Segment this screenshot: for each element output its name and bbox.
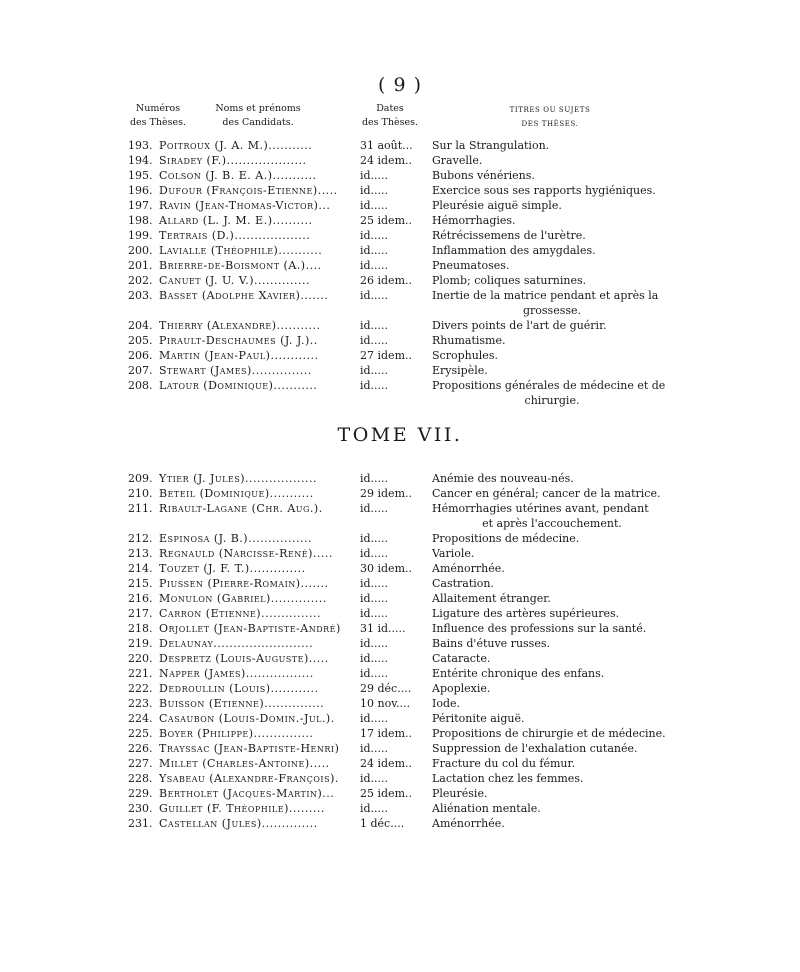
thesis-date: 10 nov.... <box>360 697 411 710</box>
candidate-name: Ytier (J. Jules).................. <box>159 472 317 485</box>
candidate-name: Carron (Etienne)............... <box>159 607 322 620</box>
header-noms <box>198 102 318 130</box>
thesis-subject-continuation: grossesse. <box>522 304 582 317</box>
candidate-name: Tertrais (D.)................... <box>159 229 311 242</box>
entry-number: 217. <box>128 607 153 620</box>
entry-number: 206. <box>128 349 153 362</box>
thesis-date: id..... <box>360 772 389 785</box>
thesis-subject: Aliénation mentale. <box>432 802 541 815</box>
entry-number: 223. <box>128 697 153 710</box>
thesis-date: id..... <box>360 319 389 332</box>
thesis-subject: Divers points de l'art de guérir. <box>432 319 607 332</box>
thesis-date: id..... <box>360 547 389 560</box>
thesis-subject: Propositions de chirurgie et de médecine. <box>432 727 666 740</box>
header-numeros-line1: Numéros <box>135 103 181 114</box>
header-titres-line2: DES THÈSES. <box>521 120 579 128</box>
candidate-name: Dufour (François-Etienne)..... <box>159 184 338 197</box>
thesis-date: id..... <box>360 652 389 665</box>
candidate-name: Monulon (Gabriel).............. <box>159 592 327 605</box>
entry-number: 218. <box>128 622 153 635</box>
candidate-name: Dedroullin (Louis)............ <box>159 682 319 695</box>
section-title: TOME VII. <box>337 424 463 446</box>
thesis-subject: Aménorrhée. <box>432 562 505 575</box>
thesis-date: id..... <box>360 229 389 242</box>
thesis-date: id..... <box>360 502 389 515</box>
thesis-subject: Gravelle. <box>432 154 483 167</box>
thesis-date: 25 idem.. <box>360 214 412 227</box>
header-titres <box>500 103 600 131</box>
entry-number: 225. <box>128 727 153 740</box>
header-dates-line1: Dates <box>376 103 404 114</box>
entry-number: 213. <box>128 547 153 560</box>
candidate-name: Boyer (Philippe)............... <box>159 727 314 740</box>
candidate-name: Ribault-Lagane (Chr. Aug.). <box>159 502 323 515</box>
thesis-date: id..... <box>360 364 389 377</box>
thesis-subject-continuation: chirurgie. <box>524 394 580 407</box>
entry-number: 207. <box>128 364 153 377</box>
candidate-name: Delaunay......................... <box>159 637 314 650</box>
header-dates <box>360 102 420 130</box>
header-titres-line1: TITRES OU SUJETS <box>509 106 591 114</box>
candidate-name: Beteil (Dominique)........... <box>159 487 314 500</box>
candidate-name: Buisson (Etienne)............... <box>159 697 325 710</box>
entry-number: 201. <box>128 259 153 272</box>
candidate-name: Colson (J. B. E. A.)........... <box>159 169 317 182</box>
thesis-date: id..... <box>360 199 389 212</box>
thesis-subject: Propositions de médecine. <box>432 532 580 545</box>
candidate-name: Bertholet (Jacques-Martin)... <box>159 787 335 800</box>
thesis-date: id..... <box>360 379 389 392</box>
candidate-name: Thierry (Alexandre)........... <box>159 319 321 332</box>
thesis-date: id..... <box>360 289 389 302</box>
thesis-subject: Exercice sous ses rapports hygiéniques. <box>432 184 656 197</box>
thesis-subject: Rétrécissemens de l'urètre. <box>432 229 586 242</box>
thesis-date: id..... <box>360 244 389 257</box>
entry-number: 222. <box>128 682 153 695</box>
thesis-date: id..... <box>360 667 389 680</box>
header-numeros-line2: des Thèses. <box>129 117 187 128</box>
thesis-date: id..... <box>360 577 389 590</box>
header-numeros <box>128 102 188 130</box>
thesis-subject: Pleurésie aiguë simple. <box>432 199 562 212</box>
candidate-name: Brierre-de-Boismont (A.).... <box>159 259 322 272</box>
thesis-subject: Pleurésie. <box>432 787 488 800</box>
entry-number: 219. <box>128 637 153 650</box>
thesis-subject: Propositions générales de médecine et de <box>432 379 666 392</box>
candidate-name: Basset (Adolphe Xavier)....... <box>159 289 329 302</box>
candidate-name: Ravin (Jean-Thomas-Victor)... <box>159 199 331 212</box>
candidate-name: Guillet (F. Théophile)......... <box>159 802 325 815</box>
thesis-subject: Péritonite aiguë. <box>432 712 525 725</box>
entry-number: 197. <box>128 199 153 212</box>
entry-number: 214. <box>128 562 153 575</box>
candidate-name: Regnauld (Narcisse-René)..... <box>159 547 333 560</box>
candidate-name: Pirault-Deschaumes (J. J.).. <box>159 334 318 347</box>
candidate-name: Stewart (James)............... <box>159 364 312 377</box>
page-number: ( 9 ) <box>378 74 422 96</box>
entry-number: 204. <box>128 319 153 332</box>
candidate-name: Martin (Jean-Paul)............ <box>159 349 319 362</box>
candidate-name: Orjollet (Jean-Baptiste-André) <box>159 622 341 635</box>
candidate-name: Ysabeau (Alexandre-François). <box>159 772 339 785</box>
candidate-name: Allard (L. J. M. E.).......... <box>159 214 313 227</box>
entry-number: 231. <box>128 817 153 830</box>
entry-number: 200. <box>128 244 153 257</box>
candidate-name: Lavialle (Théophile)........... <box>159 244 323 257</box>
candidate-name: Millet (Charles-Antoine)..... <box>159 757 330 770</box>
candidate-name: Latour (Dominique)........... <box>159 379 318 392</box>
thesis-date: 29 déc.... <box>360 682 412 695</box>
entry-number: 202. <box>128 274 153 287</box>
thesis-subject: Sur la Strangulation. <box>432 139 550 152</box>
thesis-subject: Plomb; coliques saturnines. <box>432 274 587 287</box>
thesis-subject: Cancer en général; cancer de la matrice. <box>432 487 661 500</box>
thesis-date: id..... <box>360 742 389 755</box>
thesis-subject: Bains d'étuve russes. <box>432 637 550 650</box>
thesis-date: id..... <box>360 607 389 620</box>
header-noms-line2: des Candidats. <box>222 117 294 128</box>
thesis-date: id..... <box>360 592 389 605</box>
thesis-date: 1 déc.... <box>360 817 405 830</box>
thesis-date: id..... <box>360 472 389 485</box>
candidate-name: Canuet (J. U. V.).............. <box>159 274 310 287</box>
candidate-name: Castellan (Jules).............. <box>159 817 318 830</box>
entry-number: 224. <box>128 712 153 725</box>
thesis-subject: Hémorrhagies utérines avant, pendant <box>432 502 649 515</box>
thesis-subject: Lactation chez les femmes. <box>432 772 584 785</box>
thesis-subject: Inertie de la matrice pendant et après la <box>432 289 659 302</box>
thesis-date: 26 idem.. <box>360 274 412 287</box>
candidate-name: Touzet (J. F. T.).............. <box>159 562 306 575</box>
entry-number: 215. <box>128 577 153 590</box>
thesis-subject: Aménorrhée. <box>432 817 505 830</box>
entry-number: 230. <box>128 802 153 815</box>
header-noms-line1: Noms et prénoms <box>215 103 301 114</box>
thesis-subject: Hémorrhagies. <box>432 214 516 227</box>
thesis-subject-continuation: et après l'accouchement. <box>482 517 622 530</box>
thesis-date: 25 idem.. <box>360 787 412 800</box>
candidate-name: Casaubon (Louis-Domin.-Jul.). <box>159 712 335 725</box>
thesis-date: 24 idem.. <box>360 757 412 770</box>
candidate-name: Despretz (Louis-Auguste)..... <box>159 652 329 665</box>
thesis-subject: Ligature des artères supérieures. <box>432 607 620 620</box>
thesis-subject: Allaitement étranger. <box>432 592 551 605</box>
thesis-date: 30 idem.. <box>360 562 412 575</box>
thesis-subject: Rhumatisme. <box>432 334 506 347</box>
thesis-date: 31 août... <box>360 139 413 152</box>
entry-number: 203. <box>128 289 153 302</box>
thesis-subject: Entérite chronique des enfans. <box>432 667 605 680</box>
entry-number: 229. <box>128 787 153 800</box>
candidate-name: Siradey (F.).................... <box>159 154 307 167</box>
thesis-subject: Inflammation des amygdales. <box>432 244 596 257</box>
entry-number: 212. <box>128 532 153 545</box>
entry-number: 195. <box>128 169 153 182</box>
thesis-date: 31 id..... <box>360 622 406 635</box>
candidate-name: Trayssac (Jean-Baptiste-Henri) <box>159 742 340 755</box>
thesis-subject: Pneumatoses. <box>432 259 510 272</box>
thesis-subject: Apoplexie. <box>432 682 491 695</box>
entry-number: 210. <box>128 487 153 500</box>
thesis-date: 29 idem.. <box>360 487 412 500</box>
thesis-subject: Cataracte. <box>432 652 491 665</box>
entry-number: 226. <box>128 742 153 755</box>
thesis-date: id..... <box>360 802 389 815</box>
thesis-subject: Influence des professions sur la santé. <box>432 622 647 635</box>
thesis-date: id..... <box>360 169 389 182</box>
thesis-subject: Erysipèle. <box>432 364 488 377</box>
entry-number: 205. <box>128 334 153 347</box>
thesis-date: id..... <box>360 532 389 545</box>
thesis-date: 24 idem.. <box>360 154 412 167</box>
candidate-name: Piussen (Pierre-Romain)....... <box>159 577 329 590</box>
thesis-subject: Castration. <box>432 577 494 590</box>
entry-number: 193. <box>128 139 153 152</box>
header-dates-line2: des Thèses. <box>361 117 419 128</box>
entry-number: 220. <box>128 652 153 665</box>
thesis-date: id..... <box>360 712 389 725</box>
candidate-name: Poitroux (J. A. M.)........... <box>159 139 313 152</box>
thesis-subject: Anémie des nouveau-nés. <box>432 472 574 485</box>
candidate-name: Espinosa (J. B.)................ <box>159 532 313 545</box>
thesis-date: id..... <box>360 184 389 197</box>
entry-number: 216. <box>128 592 153 605</box>
entry-number: 211. <box>128 502 153 515</box>
thesis-subject: Fracture du col du fémur. <box>432 757 576 770</box>
entry-number: 228. <box>128 772 153 785</box>
entry-number: 199. <box>128 229 153 242</box>
thesis-date: 17 idem.. <box>360 727 412 740</box>
thesis-date: id..... <box>360 259 389 272</box>
thesis-date: 27 idem.. <box>360 349 412 362</box>
thesis-date: id..... <box>360 334 389 347</box>
entry-number: 227. <box>128 757 153 770</box>
thesis-subject: Iode. <box>432 697 461 710</box>
entry-number: 194. <box>128 154 153 167</box>
thesis-subject: Suppression de l'exhalation cutanée. <box>432 742 638 755</box>
entry-number: 209. <box>128 472 153 485</box>
thesis-subject: Scrophules. <box>432 349 498 362</box>
entry-number: 208. <box>128 379 153 392</box>
thesis-date: id..... <box>360 637 389 650</box>
entry-number: 196. <box>128 184 153 197</box>
thesis-subject: Variole. <box>432 547 475 560</box>
entry-number: 221. <box>128 667 153 680</box>
entry-number: 198. <box>128 214 153 227</box>
thesis-subject: Bubons vénériens. <box>432 169 535 182</box>
candidate-name: Napper (James)................. <box>159 667 314 680</box>
